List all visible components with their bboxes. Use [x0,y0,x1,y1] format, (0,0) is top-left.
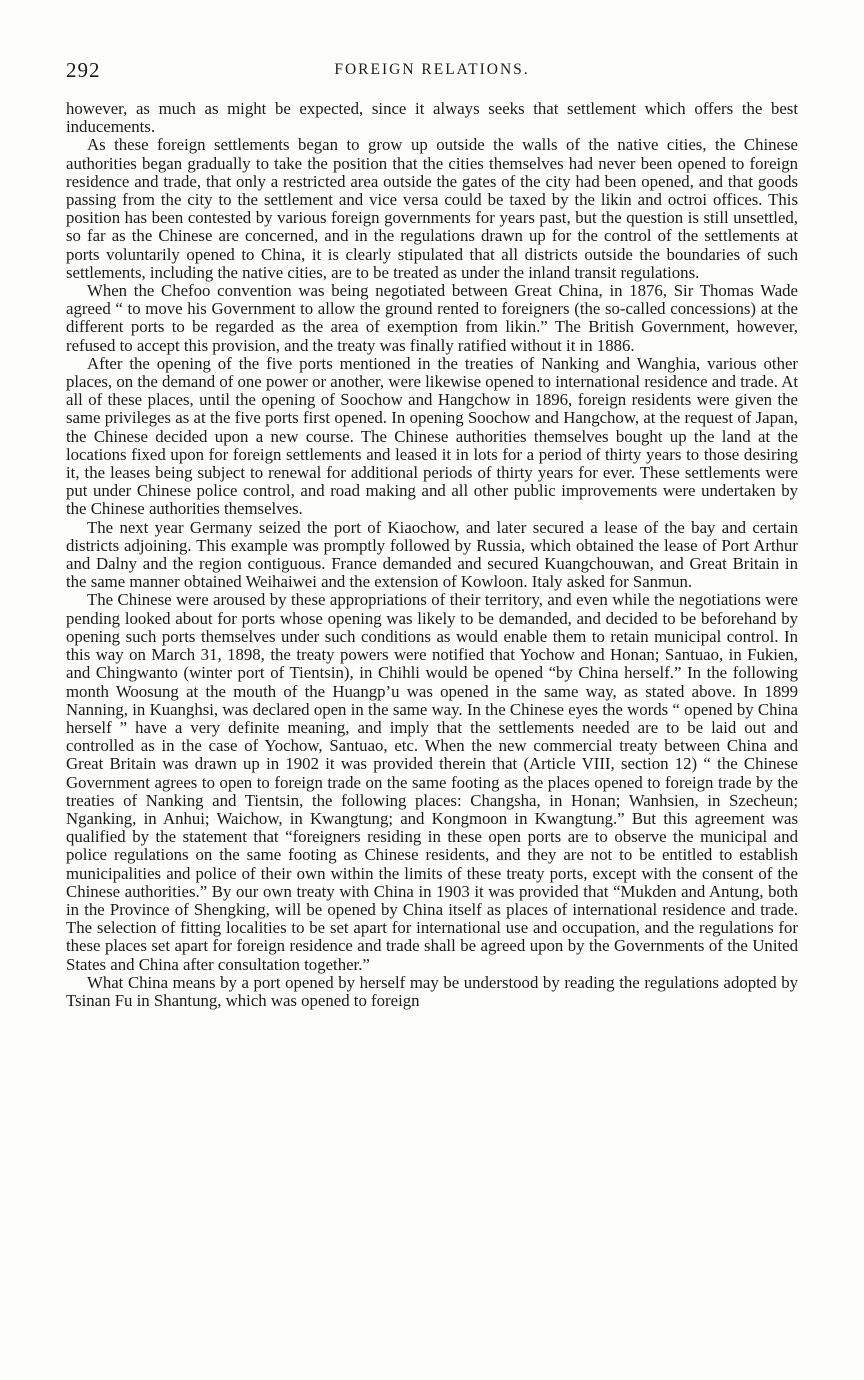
paragraph-foreign-settlements: As these foreign settlements began to grow up outside the walls of the native cities, the Chinese authorities began gradually to take the position that the cities themselves had never been opened to foreign residence and trade, that only a restricted area outside the gates of the city had been opened, and that goods passing from the city to the settlement and vice versa could be taxed by the likin and octroi offices. This position has been contested by various foreign governments for years past, but the question is still unsettled, so far as the Chinese are concerned, and in the regulations drawn up for the control of the settlements at ports voluntarily opened to China, it is clearly stipulated that all districts outside the boundaries of such settlements, including the native cities, are to be treated as under the inland transit regulations. [66,135,798,282]
paragraph-continued: however, as much as might be expected, since it always seeks that settlement which offers the best inducements. [66,99,798,137]
page-header [66,58,798,82]
paragraph-chefoo-convention: When the Chefoo convention was being negotiated between Great China, in 1876, Sir Thomas Wade agreed “ to move his Government to allow the ground rented to foreigners (the so-called concessions) at the different ports to be regarded as the area of exemption from likin.” The British Government, however, refused to accept this provision, and the treaty was finally ratified without it in 1886. [66,281,798,355]
paragraph-five-ports: After the opening of the five ports mentioned in the treaties of Nanking and Wanghia, various other places, on the demand of one power or another, were likewise opened to international residence and trade. At all of these places, until the opening of Soochow and Hangchow in 1896, foreign residents were given the same privileges as at the five ports first opened. In opening Soochow and Hangchow, at the request of Japan, the Chinese decided upon a new course. The Chinese authorities themselves bought up the land at the locations fixed upon for foreign settlements and leased it in lots for a period of thirty years to those desiring it, the leases being subject to renewal for additional periods of thirty years for ever. These settlements were put under Chinese police control, and road making and all other public improvements were undertaken by the Chinese authorities themselves. [66,353,798,519]
paragraph-kiaochow: The next year Germany seized the port of Kiaochow, and later secured a lease of the bay and certain districts adjoining. This example was promptly followed by Russia, which obtained the lease of Port Arthur and Dalny and the region contiguous. France demanded and secured Kuangchouwan, and Great Britain in the same manner obtained Weihaiwei and the extension of Kowloon. Italy asked for Sanmun. [66,517,798,592]
page-number: 292 [66,58,101,82]
paragraph-tsinan-fu: What China means by a port opened by herself may be understood by reading the regulations adopted by Tsinan Fu in Shantung, which was opened to foreign [66,972,798,1010]
running-title: FOREIGN RELATIONS. [334,61,530,78]
paragraph-opened-by-china: The Chinese were aroused by these appropriations of their territory, and even while the negotiations were pending looked about for ports whose opening was likely to be demanded, and decided to be beforehand by opening such ports themselves under such conditions as would enable them to retain municipal control. In this way on March 31, 1898, the treaty powers were notified that Yochow and Honan; Santuao, in Fukien, and Chingwanto (winter port of Tientsin), in Chihli would be opened “by China herself.” In the following month Woosung at the mouth of the Huangp’u was opened in the same way, as stated above. In 1899 Nanning, in Kuanghsi, was declared open in the same way. In the Chinese eyes the words “ opened by China herself ” have a very definite meaning, and imply that the settlements needed are to be laid out and controlled as in the case of Yochow, Santuao, etc. When the new commercial treaty between China and Great Britain was drawn up in 1902 it was provided therein that (Article VIII, section 12) “ the Chinese Government agrees to open to foreign trade on the same footing as the places opened to foreign trade by the treaties of Nanking and Tientsin, the following places: Changsha, in Honan; Wanhsien, in Szecheun; Nganking, in Anhui; Waichow, in Kwangtung; and Kongmoon in Kwangtung.” But this agreement was qualified by the statement that “foreigners residing in these open ports are to observe the municipal and police regulations on the same footing as Chinese residents, and they are not to be entitled to establish municipalities and police of their own within the limits of these treaty ports, except with the consent of the Chinese authorities.” By our own treaty with China in 1903 it was provided that “Mukden and Antung, both in the Province of Shengking, will be opened by China itself as places of international residence and trade. The selection of fitting localities to be set apart for international use and occupation, and the regulations for these places set apart for foreign residence and trade shall be agreed upon by the Governments of the United States and China after consultation together.” [66,590,798,974]
body-text [66,100,798,1010]
